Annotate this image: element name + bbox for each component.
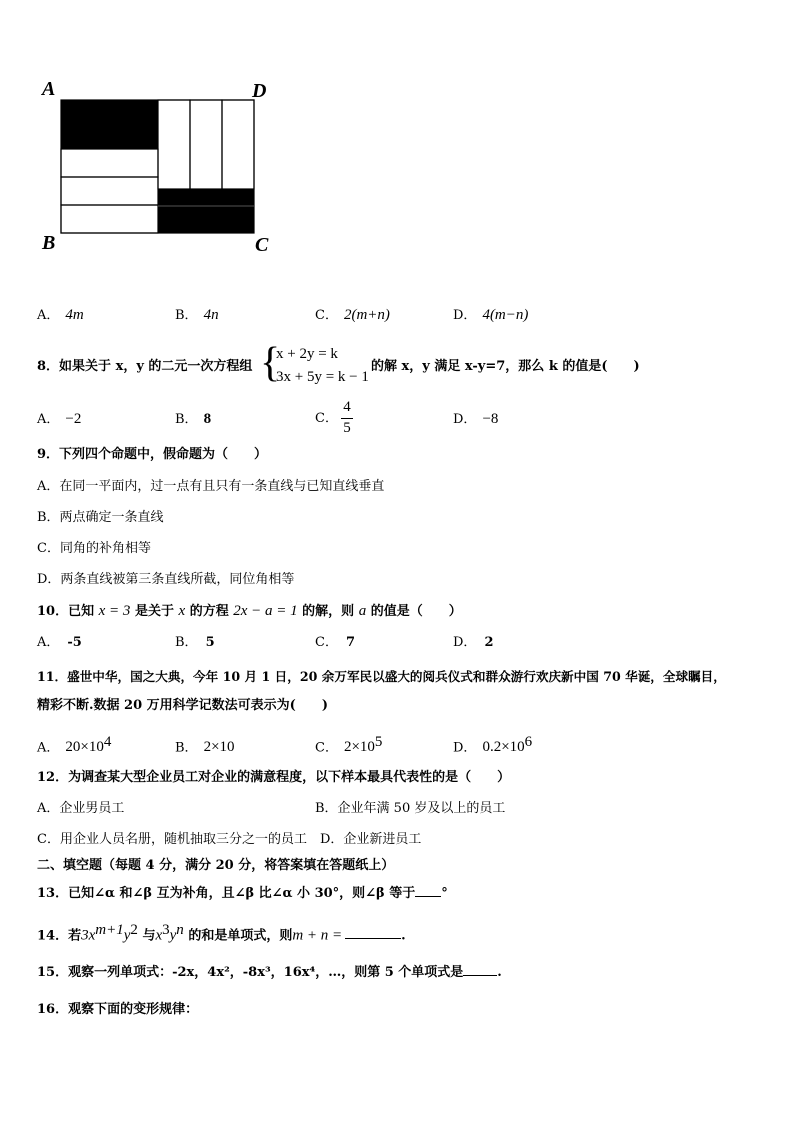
q8-brace: {	[260, 340, 281, 386]
q7-option-d: D． 4(m−n)	[453, 307, 529, 323]
strip-left-2	[61, 177, 158, 205]
strip-right-2	[190, 100, 222, 189]
q8-equation-1: x + 2y = k	[276, 346, 338, 362]
q10-option-b: B． 5	[175, 635, 215, 650]
q8-option-d: D． −8	[453, 411, 499, 427]
q7-option-b: B． 4n	[175, 307, 219, 323]
label-d: D	[252, 80, 267, 102]
q11-option-b: B． 2×10	[175, 739, 235, 756]
rectangle-figure	[40, 78, 280, 258]
q12-option-a: A．企业男员工	[37, 801, 125, 816]
q14-answer-blank[interactable]	[345, 926, 401, 939]
q8-stem-part1: 8．如果关于 x，y 的二元一次方程组	[37, 359, 253, 374]
q9-option-a: A．在同一平面内，过一点有且只有一条直线与已知直线垂直	[37, 479, 385, 494]
q9-stem: 9．下列四个命题中，假命题为（ ）	[37, 447, 268, 462]
q8-option-c-numerator: 4	[343, 399, 351, 415]
strip-left-3	[61, 205, 158, 233]
q12-option-b: B．企业年满 50 岁及以上的员工	[315, 801, 506, 816]
q15-stem: 15．观察一列单项式：-2x，4x²，-8x³，16x⁴，…，则第 5 个单项式是 .	[37, 965, 502, 980]
q9-option-b: B．两点确定一条直线	[37, 510, 164, 525]
q8-option-a: A． −2	[37, 411, 82, 427]
shaded-piece-top-left	[61, 100, 158, 149]
q8-equation-2: 3x + 5y = k − 1	[276, 369, 369, 385]
q8-stem-part2: 的解 x，y 满足 x-y=7，那么 k 的值是( )	[371, 359, 640, 374]
label-b: B	[42, 232, 56, 254]
q14-stem: 14．若$3x^{m+1}y^2$ 与$x^3y^n$ 的和是单项式，则m + n = .	[37, 922, 406, 944]
shaded-piece-bottom-right	[158, 189, 254, 233]
section-2-heading: 二、填空题（每题 4 分，满分 20 分，将答案填在答题纸上）	[37, 858, 395, 873]
label-c: C	[255, 234, 269, 256]
q7-option-a: A． 4m	[37, 307, 84, 323]
q13-answer-blank[interactable]	[415, 884, 441, 897]
q8-option-c-denominator: 5	[343, 420, 351, 436]
q11-option-d: D． $0.2\times 10^6$	[453, 734, 533, 756]
q8-option-c-fraction-bar	[341, 418, 353, 419]
label-a: A	[42, 78, 56, 100]
strip-right-3	[222, 100, 254, 189]
q12-option-c-d: C．用企业人员名册，随机抽取三分之一的员工 D．企业新进员工	[37, 832, 422, 847]
q7-option-c: C． 2(m+n)	[315, 307, 390, 323]
q11-stem-line2: 精彩不断.数据 20 万用科学记数法可表示为( )	[37, 698, 328, 713]
q8-option-c: C．	[315, 411, 338, 426]
strip-left-1	[61, 149, 158, 177]
q10-option-a: A． -5	[37, 635, 82, 650]
q11-option-c: C． $2\times 10^5$	[315, 734, 383, 756]
q10-stem: 10．已知 x = 3 是关于 x 的方程 2x − a = 1 的解，则 a 的值是（ ）	[37, 603, 462, 619]
q9-option-d: D．两条直线被第三条直线所截，同位角相等	[37, 572, 295, 587]
q9-option-c: C．同角的补角相等	[37, 541, 151, 556]
q12-stem: 12．为调查某大型企业员工对企业的满意程度，以下样本最具代表性的是（ ）	[37, 770, 511, 785]
q11-stem-line1: 11．盛世中华，国之大典，今年 10 月 1 日，20 余万军民以盛大的阅兵仪式和群众游行欢庆新中国 70 华诞，全球瞩目，	[37, 669, 726, 684]
strip-right-1	[158, 100, 190, 189]
q16-stem: 16．观察下面的变形规律：	[37, 1002, 199, 1017]
q10-option-c: C． 7	[315, 635, 355, 650]
q11-option-a: A． $20\times 10^4$	[37, 734, 112, 756]
q15-answer-blank[interactable]	[463, 963, 497, 976]
q8-option-b: B． 8	[175, 411, 212, 427]
q13-stem: 13．已知∠α 和∠β 互为补角，且∠β 比∠α 小 30°，则∠β 等于 °	[37, 886, 448, 901]
q10-option-d: D． 2	[453, 635, 494, 650]
